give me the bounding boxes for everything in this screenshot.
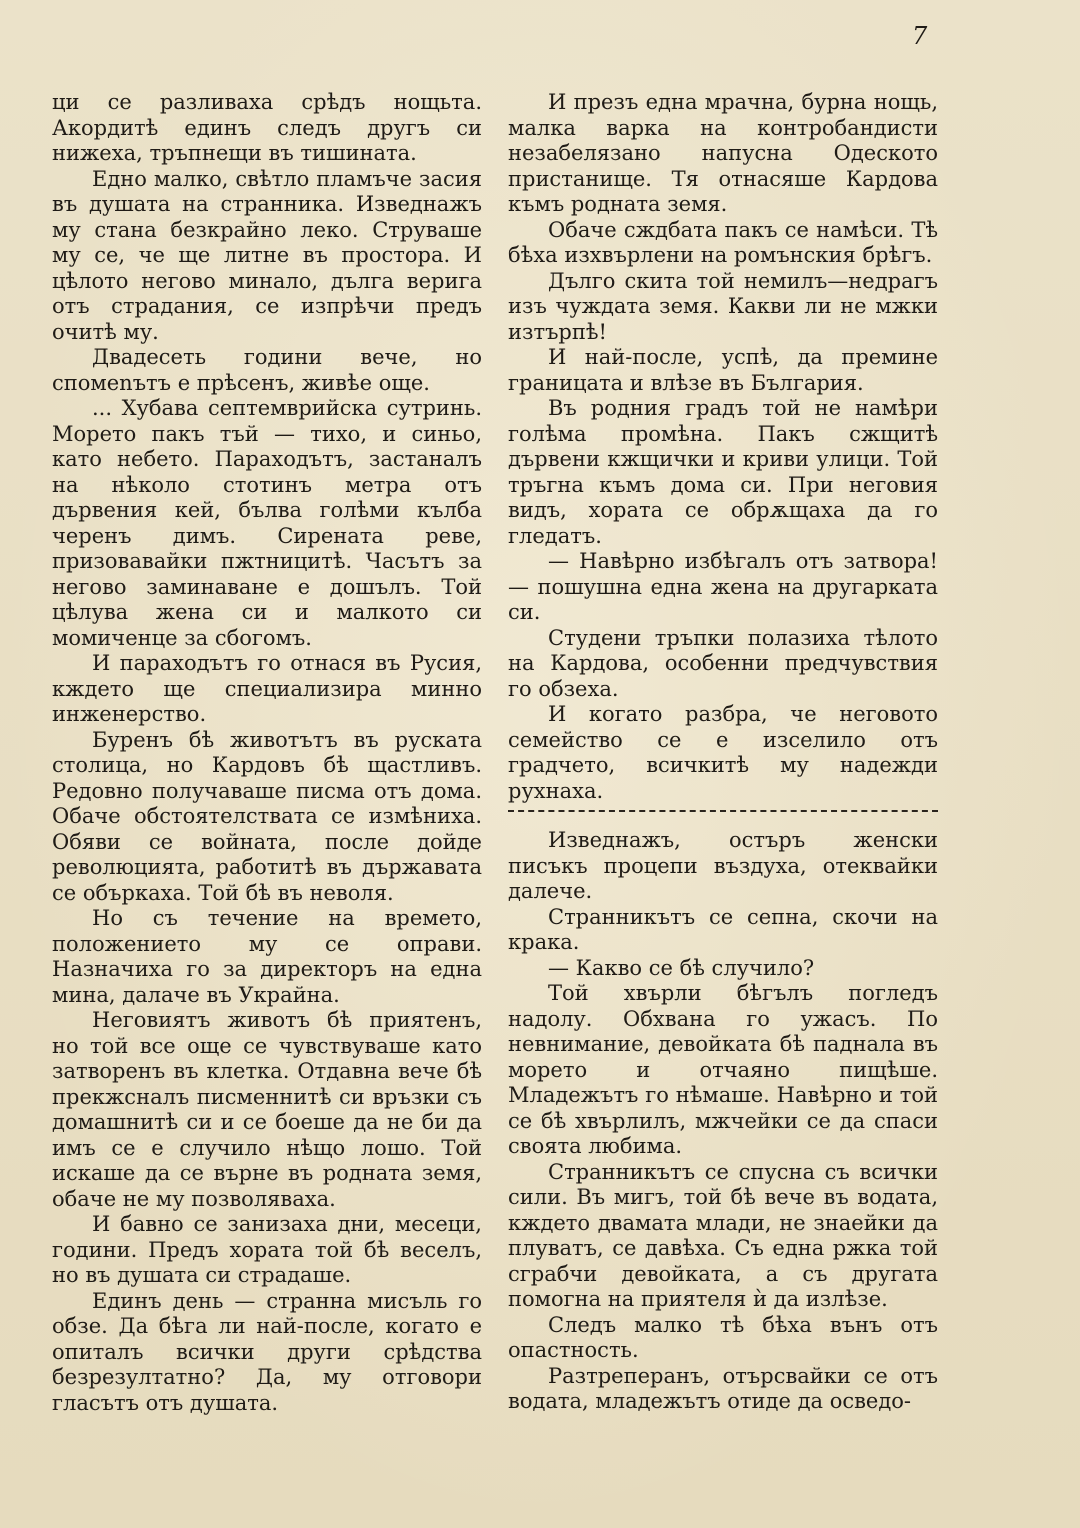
right-column (508, 90, 938, 1415)
paragraph: Следъ малко тѣ бѣха вънъ отъ опастность. (508, 1312, 938, 1362)
paragraph: — Какво се бѣ случило? (548, 955, 815, 980)
paragraph: И най-после, успѣ, да премине границата и влѣзе въ България. (508, 345, 938, 395)
paragraph: Студени тръпки полазиха тѣлото на Кардова, особенни предчувствия го обзеха. (508, 625, 938, 701)
paragraph: Едно малко, свѣтло пламъче засия въ душата на странника. Изведнажъ му стана безкрайно леко. Струваше му се, че ще литне въ простора. И цѣлото негово минало, дълга верига отъ страдания, се изпрѣчи предъ очитѣ му. (52, 166, 482, 344)
page-number: 7 (912, 22, 928, 50)
paragraph: Буренъ бѣ животътъ въ руската столица, но Кардовъ бѣ щастливъ. Редовно получаваше писма отъ дома. Обаче обстоятелствата се измѣниха. Обяви се войната, после дойде революцията, работитѣ въ държавата се объркаха. Той бѣ въ неволя. (52, 727, 482, 905)
paragraph: И параходътъ го отнася въ Русия, кждето ще специализира минно инженерство. (52, 651, 482, 726)
section-separator (508, 810, 938, 822)
paragraph: — Навѣрно избѣгалъ отъ затвора! — пошушна една жена на другарката си. (508, 549, 938, 624)
paragraph: Странникътъ се спусна съ всички сили. Въ мигъ, той бѣ вече въ водата, кждето двамата млади, не знаейки да плуватъ, се давѣха. Съ една ржка той сграбчи девойката, а съ другата помогна на приятеля ѝ да излѣзе. (508, 1159, 938, 1311)
left-column (52, 90, 482, 1416)
paragraph: Дълго скита той немилъ—недрагъ изъ чуждата земя. Какви ли не мжки изтърпѣ! (508, 268, 938, 344)
paragraph: Неговиятъ животъ бѣ приятенъ, но той все още се чувствуваше като затворенъ въ клетка. Отдавна вече бѣ прекжсналъ писменнитѣ си връзки съ домашнитѣ си и се боеше да не би да имъ се е случило нѣщо лошо. Той искаше да се върне въ родната земя, обаче не му позволяваха. (52, 1008, 482, 1211)
paragraph: Той хвърли бѣгълъ погледъ надолу. Обхвана го ужасъ. По невнимание, девойката бѣ паднала въ морето и отчаяно пищѣше. Младежътъ го нѣмаше. Навѣрно и той се бѣ хвърлилъ, мжчейки се да спаси своята любима. (508, 981, 938, 1158)
paragraph: Разтреперанъ, отърсвайки се отъ водата, младежътъ отиде да осведо- (508, 1363, 938, 1413)
paragraph: ... Хубава септемврийска сутринь. Морето пакъ тъй — тихо, и синьо, като небето. Параходътъ, застаналъ на нѣколо стотинъ метра отъ дървения кей, бълва голѣми кълба черенъ димъ. Сирената реве, призовавайки пжтницитѣ. Часътъ за негово заминаване е дошълъ. Той цѣлува жена си и малкото си момиченце за сбогомъ. (52, 396, 482, 650)
paragraph: Двадесеть години вече, но спомenътъ е прѣсенъ, живѣе още. (52, 345, 482, 395)
paragraph: И презъ една мрачна, бурна нощь, малка варка на контробандисти незабелязано напусна Одеското пристанище. Тя отнасяше Кардова къмъ родната земя. (508, 90, 938, 216)
paragraph: ци се разливаха срѣдъ нощьта. Акордитѣ единъ следъ другъ си нижеха, тръпнещи въ тишината. (52, 90, 482, 165)
paragraph: Обаче сждбата пакъ се намѣси. Тѣ бѣха изхвърлени на ромънския брѣгъ. (508, 217, 938, 267)
paragraph: Изведнажъ, остъръ женски писъкъ процепи въздуха, отеквайки далече. (508, 828, 938, 903)
paragraph: Но съ течение на времето, положението му се оправи. Назначиха го за директоръ на една мина, далаче въ Украйна. (52, 906, 482, 1007)
paragraph: И бавно се занизаха дни, месеци, години. Предъ хората той бѣ веселъ, но въ душата си страдаше. (52, 1212, 482, 1287)
paragraph: Единъ день — странна мисъль го обзе. Да бѣга ли най-после, когато е опиталъ всички други срѣдства безрезултатно? Да, му отговори гласътъ отъ душата. (52, 1288, 482, 1415)
paragraph: Въ родния градъ той не намѣри голѣма промѣна. Пакъ сжщитѣ дървени кжщички и криви улици. Той тръгна къмъ дома си. При неговия видъ, хората се обрѫщаха да го гледатъ. (508, 396, 938, 548)
paragraph: И когато разбра, че неговото семейство се е изселило отъ градчето, всичкитѣ му надежди рухнаха. (508, 702, 938, 803)
paragraph: Странникътъ се сепна, скочи на крака. (508, 904, 938, 954)
